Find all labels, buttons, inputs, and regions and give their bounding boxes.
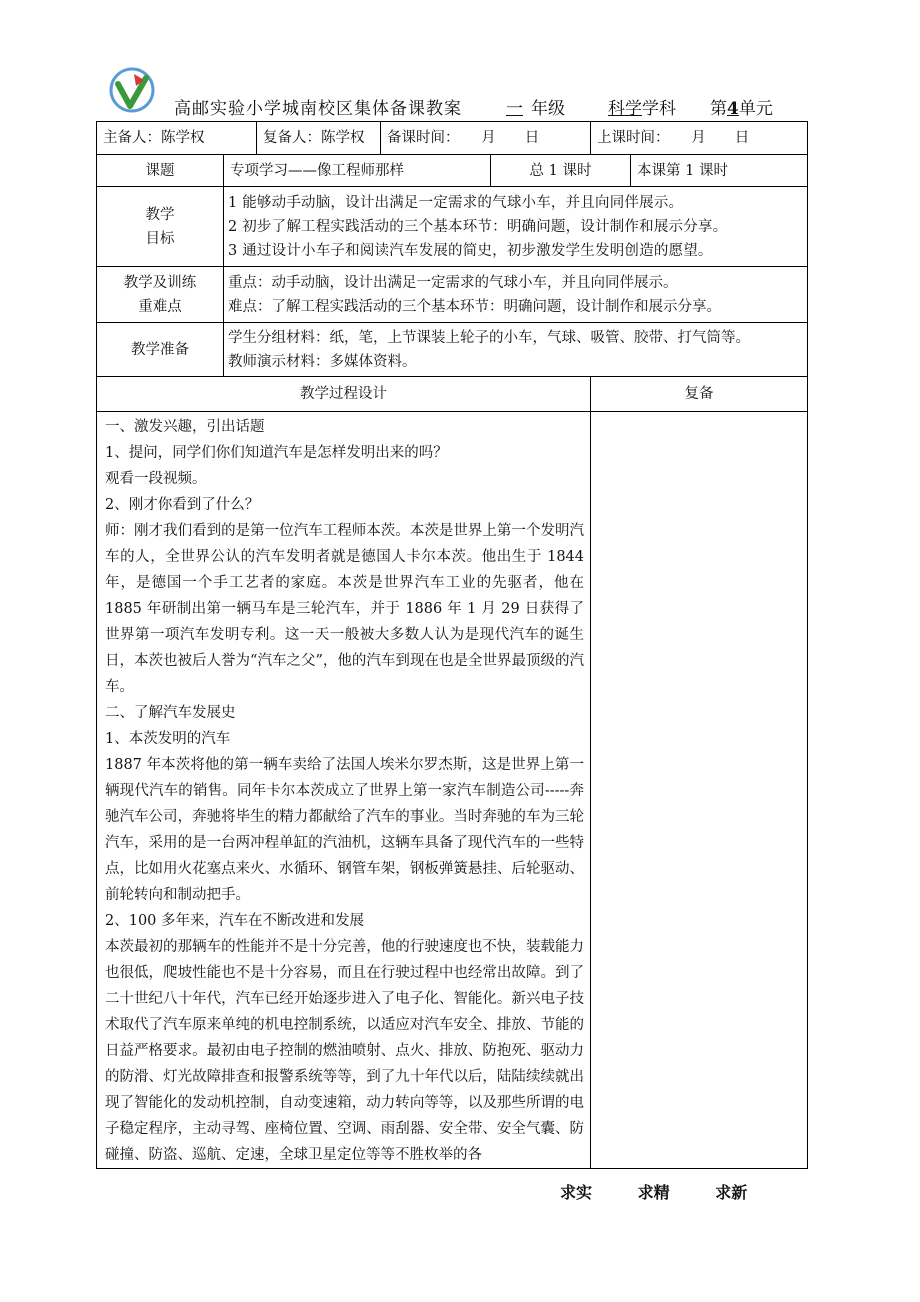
unit-value: 4 [727, 99, 739, 119]
topic-label: 课题 [97, 155, 224, 187]
preparation-content [224, 323, 808, 377]
goal-item: 3 通过设计小车子和阅读汽车发展的简史，初步激发学生发明创造的愿望。 [228, 242, 713, 259]
goals-label [97, 187, 224, 267]
main-preparer: 主备人：陈学权 [97, 122, 257, 155]
process-paragraph: 二、了解汽车发展史 [105, 705, 236, 721]
subject-field [608, 94, 676, 119]
process-paragraph: 观看一段视频。 [105, 471, 207, 487]
review-header: 复备 [591, 377, 808, 412]
key-points-label-line1: 教学及训练 [123, 274, 197, 291]
grade-field [498, 94, 565, 119]
topic-row [97, 155, 808, 187]
process-header-row [97, 377, 808, 412]
goals-label-line1: 教学 [145, 206, 175, 223]
preparation-label: 教学准备 [97, 323, 224, 377]
grade-suffix: 年级 [531, 99, 565, 119]
document-header [96, 60, 808, 122]
school-logo-icon [108, 66, 156, 114]
prep-time: 备课时间： 月 日 [381, 122, 591, 155]
subject-suffix: 学科 [642, 99, 676, 119]
process-content [97, 412, 591, 1169]
key-points-content [224, 267, 808, 323]
goals-content [224, 187, 808, 267]
unit-prefix: 第 [710, 99, 727, 119]
footer-motto [560, 1180, 787, 1203]
process-paragraph: 2、100 多年来，汽车在不断改进和发展 [105, 913, 365, 929]
goal-item: 2 初步了解工程实践活动的三个基本环节：明确问题，设计制作和展示分享。 [228, 218, 728, 235]
motto-seek-truth: 求实 [560, 1183, 593, 1202]
process-paragraph: 1、本茨发明的汽车 [105, 731, 231, 747]
process-paragraph: 一、激发兴趣，引出话题 [105, 419, 265, 435]
process-paragraph: 师：刚才我们看到的是第一位汽车工程师本茨。本茨是世界上第一个发明汽车的人，全世界公认的汽车发明者就是德国人卡尔本茨。他出生于 1844 年，是德国一个手工艺者的家庭。本茨是世界汽车工业的先驱者，他在 1885 年研制出第一辆马车是三轮汽车，并于 1886 年 1 月 29 日获得了世界第一项汽车发明专利。这一天一般被大多数人认为是现代汽车的诞生日，本茨也被后人誉为“汽车之父”，他的汽车到现在也是全世界最顶级的汽车。 [105, 523, 584, 695]
preparation-item: 教师演示材料：多媒体资料。 [228, 353, 417, 370]
key-points-label [97, 267, 224, 323]
preparation-item: 学生分组材料：纸，笔，上节课装上轮子的小车，气球、吸管、胶带、打气筒等。 [228, 329, 750, 346]
unit-suffix: 单元 [738, 99, 773, 119]
unit-field [710, 94, 773, 119]
key-point-item: 重点：动手动脑，设计出满足一定需求的气球小车，并且向同伴展示。 [228, 274, 678, 291]
grade-value: 一 [506, 99, 523, 119]
goals-label-line2: 目标 [145, 230, 175, 247]
topic-value: 专项学习——像工程师那样 [224, 155, 491, 187]
school-title: 高邮实验小学城南校区集体备课教案 [174, 99, 462, 119]
process-paragraph: 本茨最初的那辆车的性能并不是十分完善，他的行驶速度也不快，装载能力也很低，爬坡性能也不是十分容易，而且在行驶过程中也经常出故障。到了二十世纪八十年代，汽车已经开始逐步进入了电子化、智能化。新兴电子技术取代了汽车原来单纯的机电控制系统，以适应对汽车安全、排放、节能的日益严格要求。最初由电子控制的燃油喷射、点火、排放、防抱死、驱动力的防滑、灯光故障排查和报警系统等等，到了九十年代以后，陆陆续续就出现了智能化的发动机控制，自动变速箱，动力转向等等，以及那些所谓的电子稳定程序，主动寻驾、座椅位置、空调、雨刮器、安全带、安全气囊、防碰撞、防盗、巡航、定速，全球卫星定位等等不胜枚举的各 [105, 939, 584, 1163]
motto-seek-precision: 求精 [637, 1183, 670, 1202]
process-paragraph: 1887 年本茨将他的第一辆车卖给了法国人埃米尔罗杰斯，这是世界上第一辆现代汽车的销售。同年卡尔本茨成立了世界上第一家汽车制造公司-----奔驰汽车公司，奔驰将毕生的精力都献给了汽车的事业。当时奔驰的车为三轮汽车，采用的是一台两冲程单缸的汽油机，这辆车具备了现代汽车的一些特点，比如用火花塞点来火、水循环、钢管车架，钢板弹簧悬挂、后轮驱动、前轮转向和制动把手。 [105, 757, 584, 903]
review-content [591, 412, 808, 1169]
goals-row [97, 187, 808, 267]
lesson-plan-table [96, 121, 808, 1169]
motto-seek-innovation: 求新 [715, 1183, 748, 1202]
key-point-item: 难点：了解工程实践活动的三个基本环节：明确问题，设计制作和展示分享。 [228, 298, 721, 315]
process-paragraph: 1、提问，同学们你们知道汽车是怎样发明出来的吗？ [105, 445, 448, 461]
info-row [97, 122, 808, 155]
preparation-row [97, 323, 808, 377]
class-time: 上课时间： 月 日 [591, 122, 808, 155]
process-row [97, 412, 808, 1169]
co-preparer: 复备人：陈学权 [257, 122, 381, 155]
process-design-header: 教学过程设计 [97, 377, 591, 412]
key-points-row [97, 267, 808, 323]
this-lesson: 本课第 1 课时 [631, 155, 808, 187]
key-points-label-line2: 重难点 [138, 298, 182, 315]
subject-value: 科学 [608, 99, 642, 119]
total-hours: 总 1 课时 [491, 155, 631, 187]
goal-item: 1 能够动手动脑，设计出满足一定需求的气球小车，并且向同伴展示。 [228, 194, 684, 211]
process-paragraph: 2、刚才你看到了什么？ [105, 497, 260, 513]
